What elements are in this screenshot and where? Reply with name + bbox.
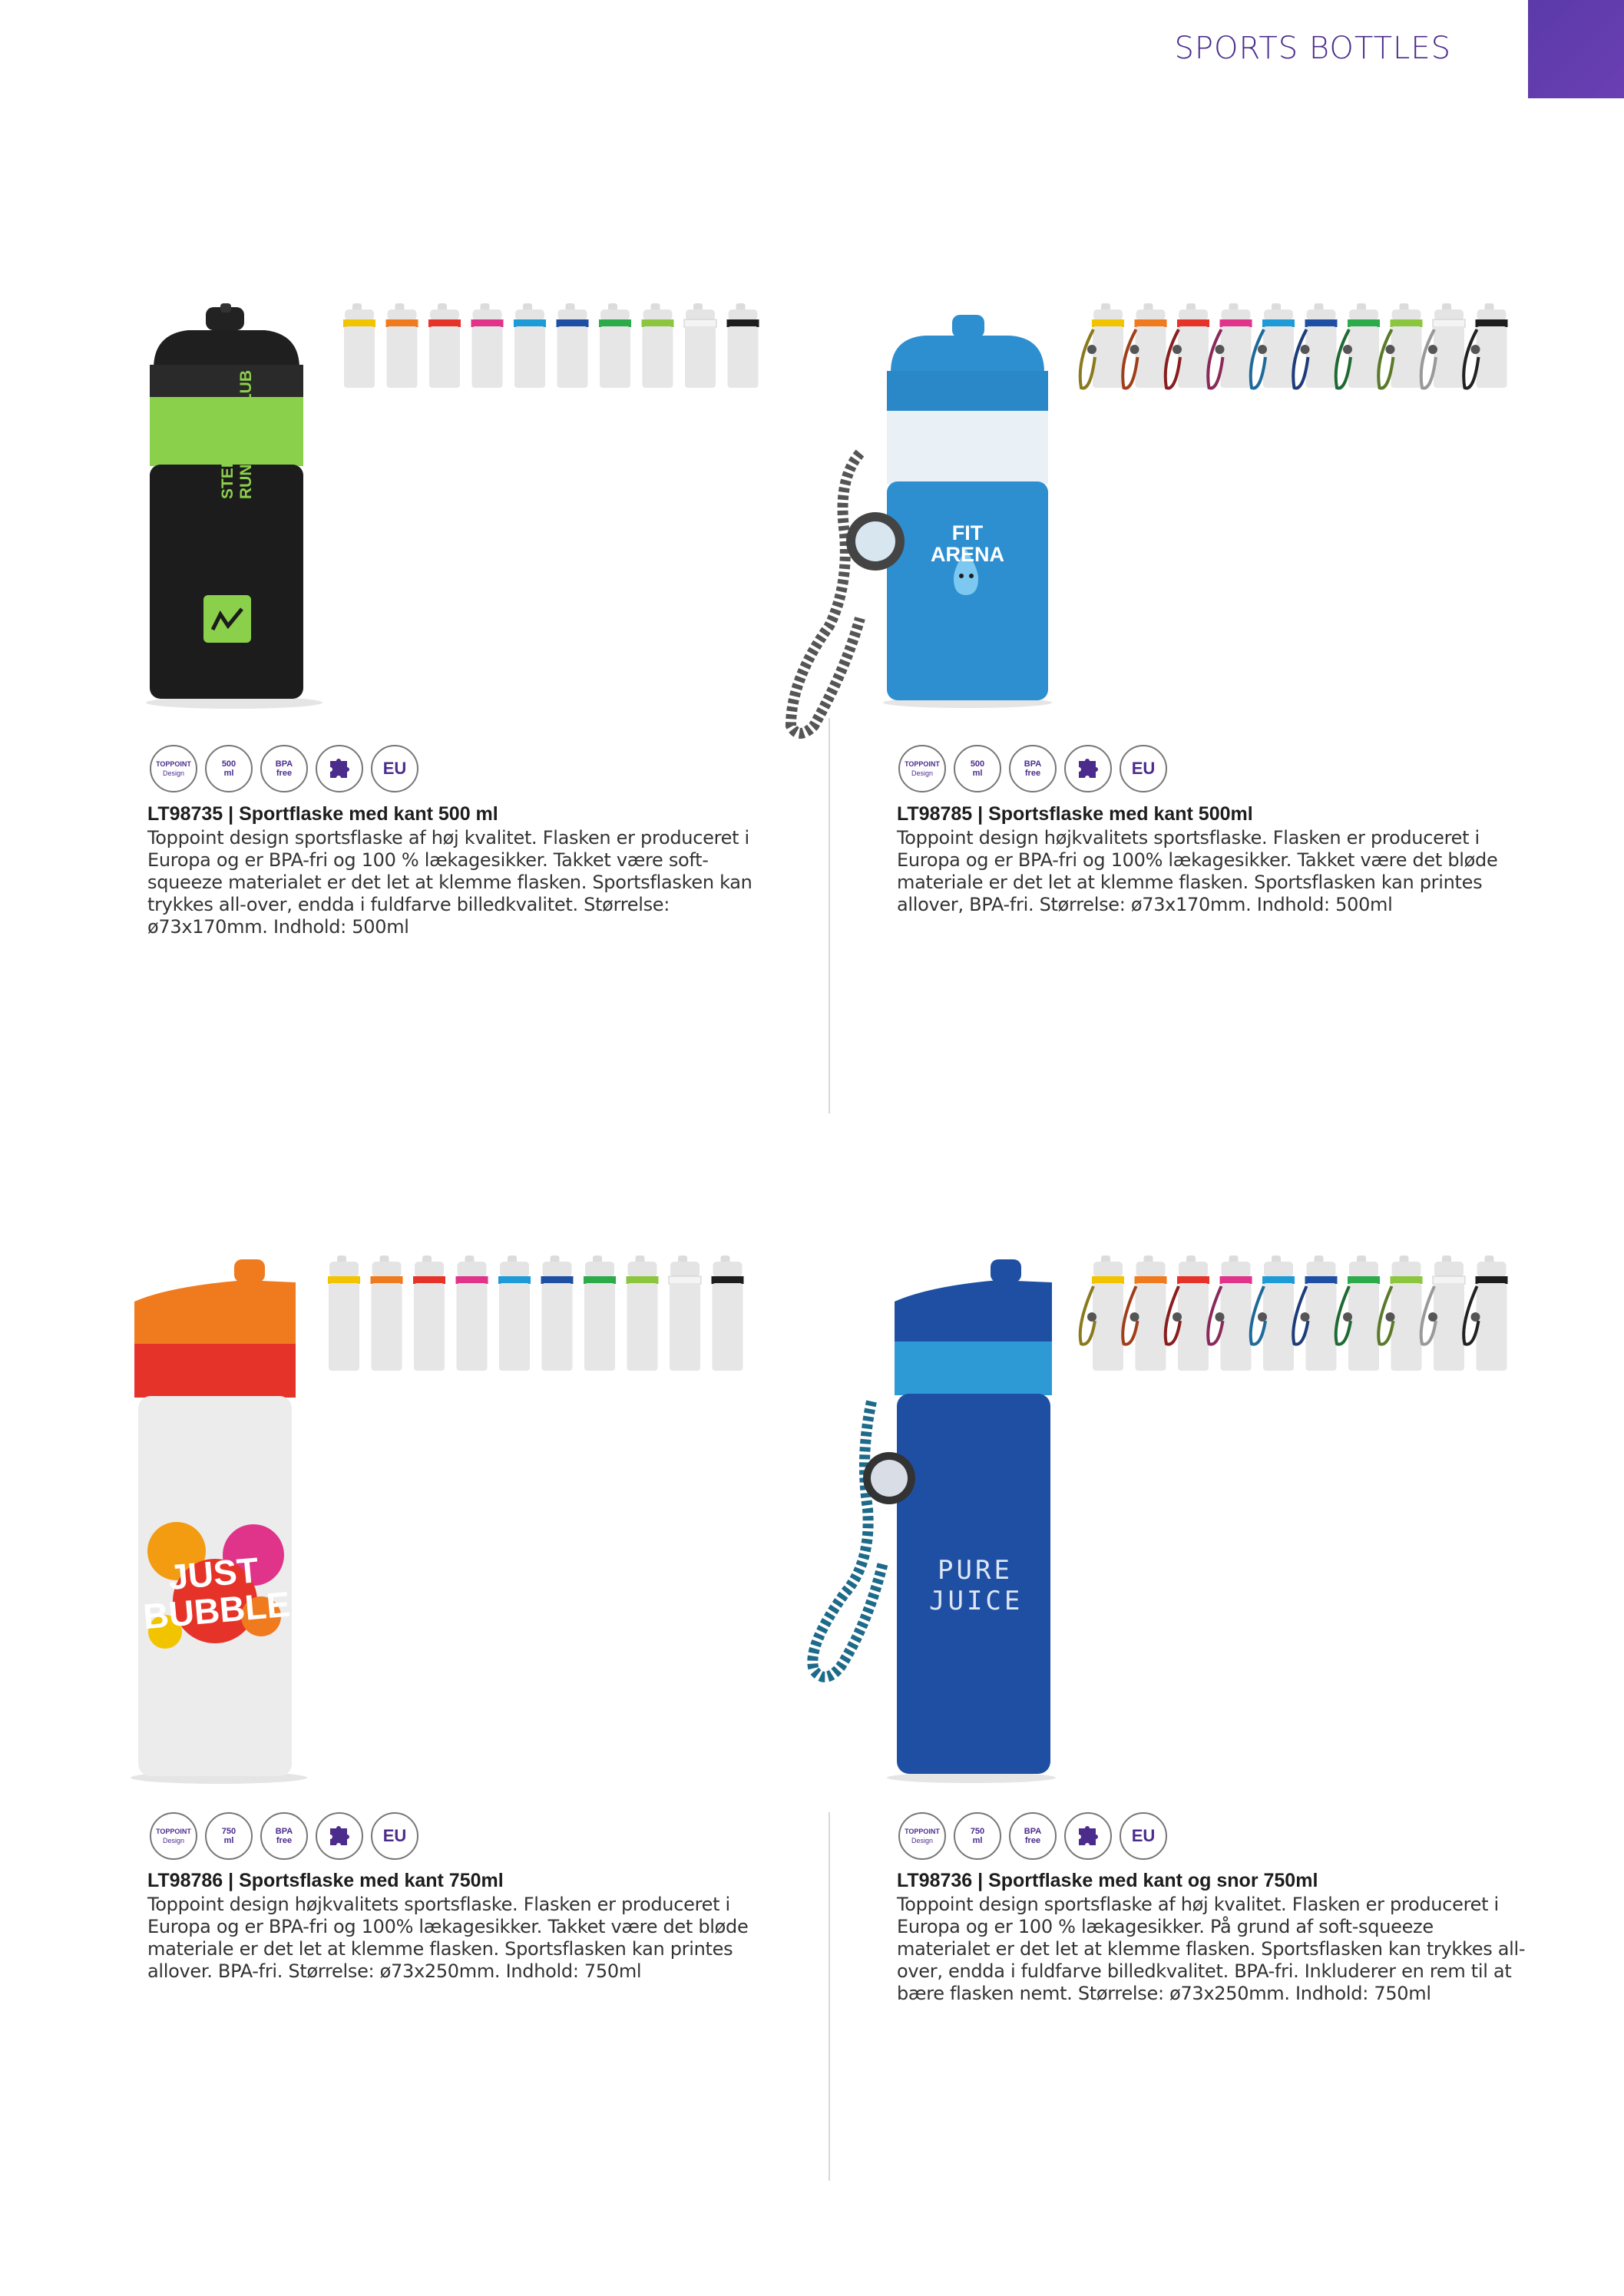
eu-badge: EU xyxy=(1120,1812,1167,1860)
product-title: LT98735 | Sportflaske med kant 500 ml xyxy=(147,803,498,825)
variant-bottle-7 xyxy=(599,303,631,388)
eu-badge: EU xyxy=(371,745,418,792)
hero-print-text xyxy=(925,522,1010,565)
variant-bottle-2 xyxy=(1123,303,1166,389)
puzzle-icon xyxy=(1064,745,1112,792)
variant-bottle-4 xyxy=(1208,1256,1252,1371)
variant-bottle-1 xyxy=(343,303,375,388)
variant-bottle-1 xyxy=(328,1256,360,1371)
eu-badge: EU xyxy=(371,1812,418,1860)
product-description: Toppoint design højkvalitets sportsflaske. Flasken er produceret i Europa og er BPA-fri og 100% lækagesikker. Takket være det bløde materiale er det let at klemme flasken. Sportsflasken kan printes allover, BPA-fri. Størrelse: ø73x170mm. Indhold: 500ml xyxy=(897,827,1498,915)
variant-bottle-7 xyxy=(1336,303,1380,389)
toppoint-design-badge: TOPPOINT Design xyxy=(150,1812,197,1860)
bpa-free-badge: BPA free xyxy=(260,745,308,792)
variant-bottle-3 xyxy=(1166,1256,1209,1371)
hero-print-line2: RUNNERS CLUB xyxy=(237,370,255,499)
hero-print-line1: PURE xyxy=(938,1555,1013,1586)
hero-print-line1: JUST xyxy=(167,1550,260,1598)
variant-bottle-9 xyxy=(684,303,716,388)
color-variants-lt98786 xyxy=(322,1256,768,1378)
variant-bottle-7 xyxy=(584,1256,616,1371)
hero-print-text xyxy=(219,370,256,499)
volume-badge: 500 ml xyxy=(954,745,1001,792)
product-image-lt98736 xyxy=(799,1256,1060,1785)
variant-bottle-5 xyxy=(1251,303,1295,389)
variant-bottle-3 xyxy=(1166,303,1209,389)
variant-bottle-10 xyxy=(712,1256,744,1371)
variant-bottle-10 xyxy=(727,303,759,388)
product-description: Toppoint design sportsflaske af høj kvalitet. Flasken er produceret i Europa og er 100 % lækagesikker. På grund af soft-squeeze materialet er det let at klemme flasken. Sportsflasken kan trykkes all-over, endda i fuldfarve billedkvalitet. BPA-fri. Inkluderer en rem til at bære flasken nemt. Størrelse: ø73x250mm. Indhold: 750ml xyxy=(897,1894,1526,2004)
section-title: SPORTS BOTTLES xyxy=(1174,31,1451,66)
feature-badges xyxy=(898,745,1167,792)
puzzle-icon xyxy=(1064,1812,1112,1860)
variant-bottle-7 xyxy=(1336,1256,1380,1371)
variant-bottle-4 xyxy=(456,1256,488,1371)
variant-bottle-2 xyxy=(371,1256,403,1371)
variant-bottle-3 xyxy=(428,303,461,388)
bpa-free-badge: BPA free xyxy=(260,1812,308,1860)
puzzle-icon xyxy=(316,1812,363,1860)
bpa-free-badge: BPA free xyxy=(1009,745,1057,792)
variant-bottle-6 xyxy=(1293,1256,1337,1371)
product-description: Toppoint design sportsflaske af høj kvalitet. Flasken er produceret i Europa og er BPA-fri og 100 % lækagesikker. Takket være soft-squeeze materialet er det let at klemme flasken. Sportsflasken kan trykkes all-over, endda i fuldfarve billedkvalitet. Størrelse: ø73x170mm. Indhold: 500ml xyxy=(147,827,752,938)
toppoint-design-badge: TOPPOINT Design xyxy=(898,745,946,792)
variant-bottle-5 xyxy=(514,303,546,388)
variant-bottle-1 xyxy=(1080,303,1124,389)
puzzle-icon xyxy=(316,745,363,792)
column-divider-bottom xyxy=(829,1812,830,2181)
variant-bottle-6 xyxy=(1293,303,1337,389)
variant-bottle-4 xyxy=(471,303,504,388)
variant-bottle-2 xyxy=(1123,1256,1166,1371)
variant-bottle-9 xyxy=(669,1256,701,1371)
product-description: Toppoint design højkvalitets sportsflaske. Flasken er produceret i Europa og er BPA-fri og 100% lækagesikker. Takket være det bløde materiale er det let at klemme flasken. Sportsflasken kan printes allover. BPA-fri. Størrelse: ø73x250mm. Indhold: 750ml xyxy=(147,1894,749,1982)
variant-bottle-5 xyxy=(1251,1256,1295,1371)
toppoint-design-badge: TOPPOINT Design xyxy=(898,1812,946,1860)
hero-print-line1: STEPS xyxy=(219,446,236,499)
variant-bottle-6 xyxy=(541,1256,574,1371)
variant-bottle-8 xyxy=(627,1256,659,1371)
hero-print-line2: ARENA xyxy=(930,543,1004,566)
variant-bottle-4 xyxy=(1208,303,1252,389)
variant-bottle-1 xyxy=(1080,1256,1124,1371)
variant-bottle-8 xyxy=(1378,1256,1422,1371)
section-tab xyxy=(1528,0,1624,98)
volume-badge: 500 ml xyxy=(205,745,253,792)
product-title: LT98736 | Sportflaske med kant og snor 750ml xyxy=(897,1870,1318,1891)
feature-badges xyxy=(898,1812,1167,1860)
eu-badge: EU xyxy=(1120,745,1167,792)
variant-bottle-9 xyxy=(1421,1256,1465,1371)
column-divider-top xyxy=(829,718,830,1113)
feature-badges xyxy=(150,1812,418,1860)
color-variants-lt98736 xyxy=(1079,1256,1524,1378)
color-variants-lt98735 xyxy=(338,303,768,388)
variant-bottle-10 xyxy=(1464,303,1507,389)
product-title: LT98786 | Sportsflaske med kant 750ml xyxy=(147,1870,504,1891)
hero-print-line2: BUBBLE xyxy=(141,1583,292,1637)
bpa-free-badge: BPA free xyxy=(1009,1812,1057,1860)
variant-bottle-8 xyxy=(642,303,674,388)
product-title: LT98785 | Sportsflaske med kant 500ml xyxy=(897,803,1253,825)
hero-print-text xyxy=(929,1555,1024,1616)
volume-badge: 750 ml xyxy=(205,1812,253,1860)
hero-print-line1: FIT xyxy=(951,521,984,544)
product-image-lt98785 xyxy=(783,311,1060,749)
variant-bottle-8 xyxy=(1378,303,1422,389)
product-image-lt98786 xyxy=(123,1256,322,1785)
variant-bottle-6 xyxy=(557,303,589,388)
volume-badge: 750 ml xyxy=(954,1812,1001,1860)
variant-bottle-5 xyxy=(498,1256,531,1371)
variant-bottle-3 xyxy=(413,1256,445,1371)
variant-bottle-9 xyxy=(1421,303,1465,389)
hero-print-line2: JUICE xyxy=(929,1586,1024,1616)
hero-print-text xyxy=(135,1548,295,1635)
feature-badges xyxy=(150,745,418,792)
product-image-lt98735 xyxy=(134,303,334,718)
color-variants-lt98785 xyxy=(1079,303,1524,403)
variant-bottle-10 xyxy=(1464,1256,1507,1371)
toppoint-design-badge: TOPPOINT Design xyxy=(150,745,197,792)
variant-bottle-2 xyxy=(386,303,418,388)
